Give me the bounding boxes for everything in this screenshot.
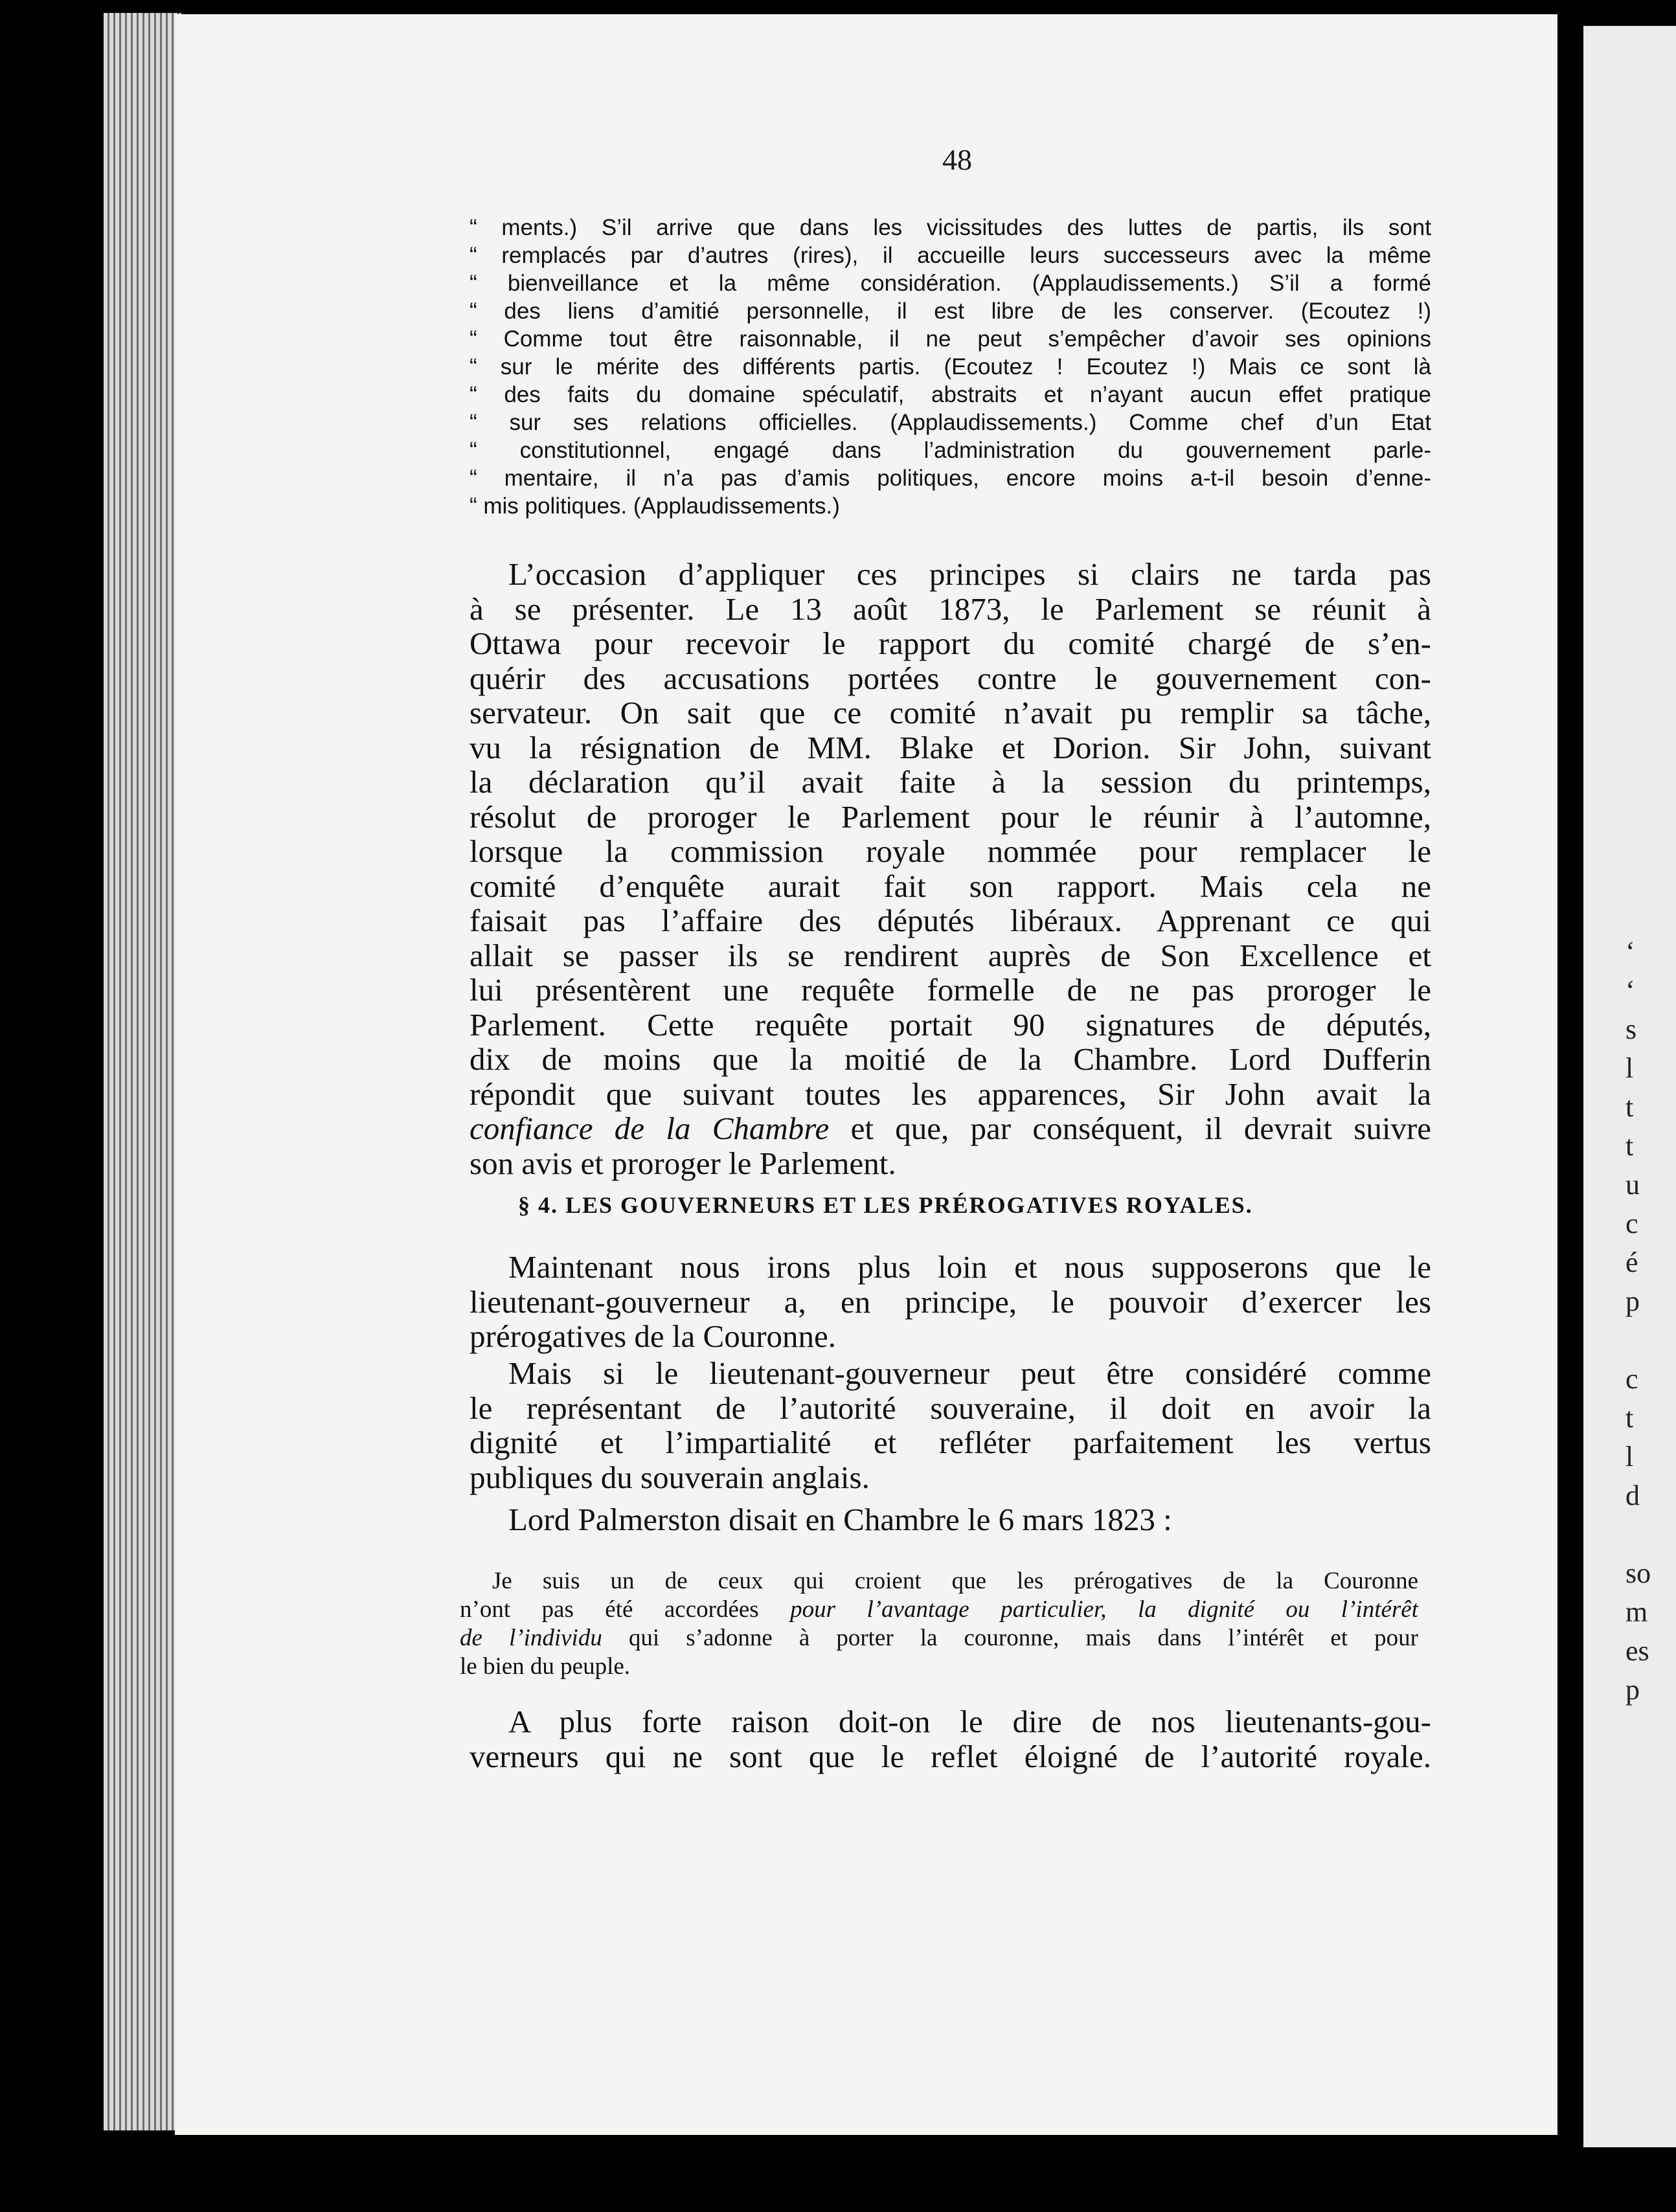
adjacent-page-fragment: ‘ xyxy=(1625,936,1635,967)
quote-line: “ sur le mérite des différents partis. (Ecoutez ! Ecoutez !) Mais ce sont là xyxy=(470,354,1431,379)
italic-phrase-tail: et que, par conséquent, il devrait suivre xyxy=(829,1111,1431,1146)
paragraph-line: quérir des accusations portées contre le gouvernement con- xyxy=(470,660,1431,696)
adjacent-page-fragment xyxy=(1625,1515,1676,1554)
paragraph-line: résolut de proroger le Parlement pour le réunir à l’automne, xyxy=(470,798,1431,835)
adjacent-page-fragment: es xyxy=(1625,1635,1649,1667)
adjacent-page-fragment: p xyxy=(1625,1674,1640,1706)
paragraph-line: la déclaration qu’il avait faite à la session du printemps, xyxy=(470,764,1431,800)
paragraph-line: Mais si le lieutenant-gouverneur peut être considéré comme xyxy=(508,1355,1431,1391)
quotation-line xyxy=(460,1624,1418,1653)
paragraph-line: servateur. On sait que ce comité n’avait pu remplir sa tâche, xyxy=(470,695,1431,730)
paragraph-line: faisait pas l’affaire des députés libéraux. Apprenant ce qui xyxy=(470,903,1431,938)
adjacent-page-fragment: t xyxy=(1625,1130,1634,1162)
paragraph-sovereign-dignity xyxy=(470,1356,1431,1495)
quote-line: “ Comme tout être raisonnable, il ne peut s’empêcher d’avoir ses opinions xyxy=(470,326,1431,352)
section-heading: § 4. LES GOUVERNEURS ET LES PRÉROGATIVES ROYALES. xyxy=(518,1192,1253,1218)
page-number: 48 xyxy=(942,143,972,176)
paragraph-line: son avis et proroger le Parlement. xyxy=(470,1145,896,1181)
quote-line: “ bienveillance et la même considération. (Applaudissements.) S’il a formé xyxy=(470,271,1431,296)
adjacent-page-text-fragments xyxy=(1625,932,1676,1710)
quote-line: “ mis politiques. (Applaudissements.) xyxy=(470,493,840,519)
paragraph-line: lui présentèrent une requête formelle de ne pas proroger le xyxy=(470,972,1431,1008)
palmerston-quotation xyxy=(460,1567,1418,1681)
adjacent-page-fragment: u xyxy=(1625,1169,1640,1201)
adjacent-page-fragment: l xyxy=(1625,1441,1634,1473)
adjacent-page-fragment: c xyxy=(1625,1208,1638,1239)
paragraph-line: vu la résignation de MM. Blake et Dorion. Sir John, suivant xyxy=(470,729,1431,765)
italic-phrase: confiance de la Chambre xyxy=(470,1111,830,1146)
paragraph-line: à se présenter. Le 13 août 1873, le Parlement se réunit à xyxy=(470,591,1431,627)
quotation-line: le bien du peuple. xyxy=(460,1653,631,1680)
paragraph-line: lieutenant-gouverneur a, en principe, le pouvoir d’exercer les xyxy=(470,1283,1431,1320)
adjacent-page-fragment: é xyxy=(1625,1247,1638,1278)
quotation-line: Je suis un de ceux qui croient que les prérogatives de la Couronne xyxy=(492,1568,1418,1594)
adjacent-page-fragment: so xyxy=(1625,1557,1651,1589)
adjacent-page-fragment: c xyxy=(1625,1363,1638,1395)
paragraph-line: dignité et l’impartialité et refléter parfaitement les vertus xyxy=(470,1425,1431,1460)
paragraph-line: A plus forte raison doit-on le dire de nos lieutenants-gou- xyxy=(508,1704,1431,1739)
paragraph-line: prérogatives de la Couronne. xyxy=(470,1318,837,1354)
paragraph-line: lorsque la commission royale nommée pour remplacer le xyxy=(470,833,1431,869)
paragraph-parliament-1873 xyxy=(470,557,1431,1180)
adjacent-page-fragment: s xyxy=(1625,1013,1637,1045)
book-page-edges xyxy=(104,13,181,2130)
quotation-italic: de l’individu xyxy=(460,1625,602,1651)
paragraph-line: L’occasion d’appliquer ces principes si clairs ne tarda pas xyxy=(508,556,1431,592)
quote-line: “ des faits du domaine spéculatif, abstraits et n’ayant aucun effet pratique xyxy=(470,382,1431,407)
adjacent-page-fragment: d xyxy=(1625,1480,1640,1511)
paragraph-line: allait se passer ils se rendirent auprès de Son Excellence et xyxy=(470,937,1431,973)
paragraph-line: le représentant de l’autorité souveraine, il doit en avoir la xyxy=(470,1390,1431,1426)
paragraph-line: comité d’enquête aurait fait son rapport. Mais cela ne xyxy=(470,868,1431,904)
paragraph-conclusion xyxy=(470,1704,1431,1774)
paragraph-line: répondit que suivant toutes les apparences, Sir John avait la xyxy=(470,1076,1431,1112)
paragraph-line: dix de moins que la moitié de la Chambre. Lord Dufferin xyxy=(470,1041,1431,1077)
paragraph-line xyxy=(470,1111,1431,1146)
quotation-text: n’ont pas été accordées xyxy=(460,1596,791,1623)
quote-line: “ remplacés par d’autres (rires), il accueille leurs successeurs avec la même xyxy=(470,243,1431,268)
adjacent-page-fragment: ‘ xyxy=(1625,975,1635,1006)
paragraph-line: Lord Palmerston disait en Chambre le 6 mars 1823 : xyxy=(508,1502,1172,1537)
paragraph-line: Ottawa pour recevoir le rapport du comité chargé de s’en- xyxy=(470,626,1431,661)
paragraph-prerogatives xyxy=(470,1250,1431,1354)
adjacent-page-fragment: t xyxy=(1625,1402,1634,1434)
quote-line: “ des liens d’amitié personnelle, il est libre de les conserver. (Ecoutez !) xyxy=(470,299,1431,324)
paragraph-line: verneurs qui ne sont que le reflet éloigné de l’autorité royale. xyxy=(470,1738,1431,1774)
quote-line: “ ments.) S’il arrive que dans les vicissitudes des luttes de partis, ils sont xyxy=(470,215,1431,240)
paragraph-palmerston xyxy=(470,1502,1431,1537)
quote-line: “ sur ses relations officielles. (Applaudissements.) Comme chef d’un Etat xyxy=(470,410,1431,435)
quotation-line xyxy=(460,1596,1418,1624)
paragraph-line: Parlement. Cette requête portait 90 signatures de députés, xyxy=(470,1006,1431,1043)
paragraph-line: Maintenant nous irons plus loin et nous supposerons que le xyxy=(508,1249,1431,1285)
adjacent-page-fragment: m xyxy=(1625,1596,1648,1628)
paragraph-line: publiques du souverain anglais. xyxy=(470,1459,870,1495)
quoted-speech xyxy=(470,214,1431,520)
adjacent-page-fragment: t xyxy=(1625,1091,1634,1123)
quotation-italic: pour l’avantage particulier, la dignité ou l’intérêt xyxy=(790,1596,1418,1623)
adjacent-page-fragment xyxy=(1625,1321,1676,1360)
quotation-text: qui s’adonne à porter la couronne, mais dans l’intérêt et pour xyxy=(602,1625,1418,1651)
quote-line: “ mentaire, il n’a pas d’amis politiques, encore moins a-t-il besoin d’enne- xyxy=(470,466,1431,491)
adjacent-page-fragment: p xyxy=(1625,1285,1640,1317)
quote-line: “ constitutionnel, engagé dans l’administration du gouvernement parle- xyxy=(470,438,1431,463)
adjacent-page-fragment: l xyxy=(1625,1052,1634,1084)
